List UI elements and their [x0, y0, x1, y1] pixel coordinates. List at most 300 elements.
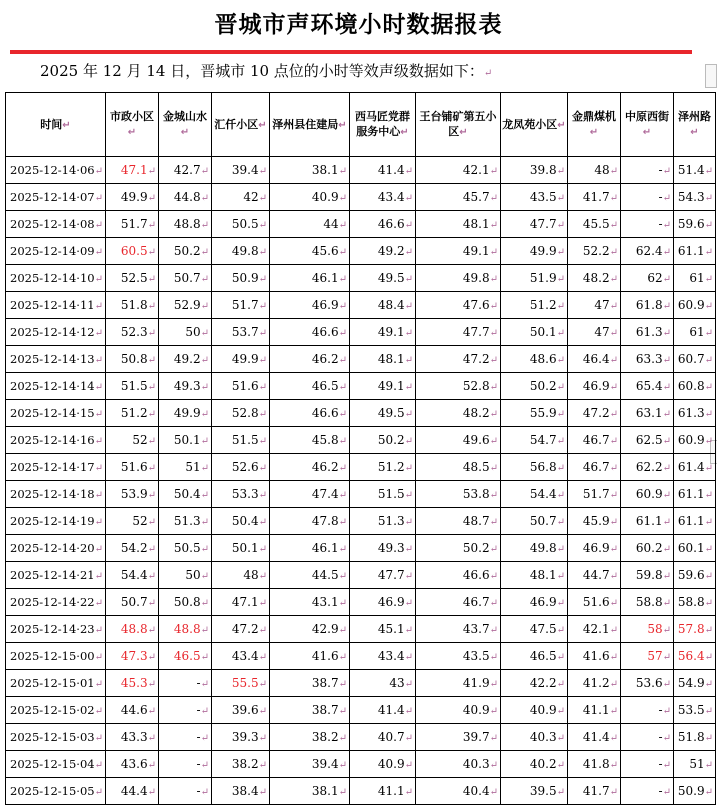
value-cell: 47.4↵: [269, 481, 349, 508]
paragraph-mark-icon: ↵: [258, 328, 267, 339]
value-cell: 41.4↵: [349, 157, 415, 184]
value-cell: 42↵: [211, 184, 269, 211]
value-cell: 49.3↵: [158, 373, 211, 400]
paragraph-mark-icon: ↵: [483, 68, 493, 79]
value-cell: 52.8↵: [415, 373, 500, 400]
value-cell: 46.9↵: [500, 589, 567, 616]
paragraph-mark-icon: ↵: [200, 274, 209, 285]
value-cell: 49.1↵: [415, 238, 500, 265]
value-cell: 45.7↵: [415, 184, 500, 211]
value-cell: -↵: [620, 184, 673, 211]
paragraph-mark-icon: ↵: [556, 733, 565, 744]
value-cell: 53.3↵: [211, 481, 269, 508]
value-cell: 45.8↵: [269, 427, 349, 454]
paragraph-mark-icon: ↵: [147, 355, 156, 366]
paragraph-mark-icon: ↵: [338, 220, 347, 231]
paragraph-mark-icon: ↵: [489, 220, 498, 231]
value-cell: 43.5↵: [415, 643, 500, 670]
value-cell: 49.3↵: [349, 535, 415, 562]
paragraph-mark-icon: ↵: [338, 328, 347, 339]
value-cell: 48.1↵: [500, 562, 567, 589]
time-cell: 2025-12-14·11↵: [6, 292, 106, 319]
value-cell: 61↵: [673, 319, 715, 346]
paragraph-mark-icon: ↵: [200, 571, 209, 582]
value-cell: 51.2↵: [500, 292, 567, 319]
paragraph-mark-icon: ↵: [459, 127, 468, 138]
value-cell: 52.3↵: [105, 319, 158, 346]
time-cell: 2025-12-14·20↵: [6, 535, 106, 562]
value-cell: 51.2↵: [105, 400, 158, 427]
column-header: 金城山水↵: [158, 93, 211, 157]
paragraph-mark-icon: ↵: [258, 733, 267, 744]
paragraph-mark-icon: ↵: [609, 571, 618, 582]
paragraph-mark-icon: ↵: [704, 166, 713, 177]
value-cell: 50.7↵: [105, 589, 158, 616]
value-cell: 49.8↵: [211, 238, 269, 265]
value-cell: 48.1↵: [349, 346, 415, 373]
value-cell: 45.5↵: [567, 211, 620, 238]
value-cell: 50.9↵: [673, 778, 715, 805]
paragraph-mark-icon: ↵: [338, 571, 347, 582]
paragraph-mark-icon: ↵: [489, 679, 498, 690]
value-cell: 44.8↵: [158, 184, 211, 211]
paragraph-mark-icon: ↵: [704, 382, 713, 393]
paragraph-mark-icon: ↵: [94, 355, 103, 366]
time-cell: 2025-12-14·18↵: [6, 481, 106, 508]
paragraph-mark-icon: ↵: [662, 463, 671, 474]
paragraph-mark-icon: ↵: [609, 463, 618, 474]
paragraph-mark-icon: ↵: [338, 382, 347, 393]
value-cell: 52.2↵: [567, 238, 620, 265]
paragraph-mark-icon: ↵: [147, 706, 156, 717]
value-cell: 44.4↵: [105, 778, 158, 805]
value-cell: 49.5↵: [349, 400, 415, 427]
value-cell: 47.2↵: [567, 400, 620, 427]
paragraph-mark-icon: ↵: [404, 706, 413, 717]
value-cell: 38.1↵: [269, 157, 349, 184]
paragraph-mark-icon: ↵: [338, 409, 347, 420]
value-cell: 41.4↵: [567, 724, 620, 751]
value-cell: 63.1↵: [620, 400, 673, 427]
value-cell: 50.2↵: [158, 238, 211, 265]
value-cell: 54.9↵: [673, 670, 715, 697]
value-cell: 40.3↵: [500, 724, 567, 751]
paragraph-mark-icon: ↵: [662, 787, 671, 798]
value-cell: 47.2↵: [211, 616, 269, 643]
value-cell: 61↵: [673, 265, 715, 292]
paragraph-mark-icon: ↵: [338, 706, 347, 717]
table-header-row: [6, 93, 716, 157]
value-cell: 50.1↵: [158, 427, 211, 454]
value-cell: -↵: [158, 751, 211, 778]
paragraph-mark-icon: ↵: [200, 247, 209, 258]
value-cell: 51.3↵: [158, 508, 211, 535]
value-cell: 46.1↵: [269, 265, 349, 292]
paragraph-mark-icon: ↵: [147, 220, 156, 231]
paragraph-mark-icon: ↵: [662, 679, 671, 690]
paragraph-mark-icon: ↵: [404, 166, 413, 177]
table-row: [6, 697, 716, 724]
value-cell: 46.5↵: [269, 373, 349, 400]
table-row: [6, 589, 716, 616]
value-cell: 61.4↵: [673, 454, 715, 481]
paragraph-mark-icon: ↵: [704, 436, 713, 447]
column-header: 金鼎煤机↵: [567, 93, 620, 157]
table-row: [6, 670, 716, 697]
paragraph-mark-icon: ↵: [338, 598, 347, 609]
paragraph-mark-icon: ↵: [704, 220, 713, 231]
paragraph-mark-icon: ↵: [338, 436, 347, 447]
paragraph-mark-icon: ↵: [147, 625, 156, 636]
paragraph-mark-icon: ↵: [609, 598, 618, 609]
paragraph-mark-icon: ↵: [489, 382, 498, 393]
value-cell: 60.5↵: [105, 238, 158, 265]
paragraph-mark-icon: ↵: [489, 733, 498, 744]
paragraph-mark-icon: ↵: [609, 733, 618, 744]
value-cell: 50.2↵: [349, 427, 415, 454]
paragraph-mark-icon: ↵: [704, 760, 713, 771]
paragraph-mark-icon: ↵: [489, 760, 498, 771]
column-header: 中原西街↵: [620, 93, 673, 157]
paragraph-mark-icon: ↵: [489, 625, 498, 636]
column-header: 王台铺矿第五小区↵: [415, 93, 500, 157]
noise-data-table: [5, 92, 716, 805]
paragraph-mark-icon: ↵: [404, 328, 413, 339]
column-header: 时间↵: [6, 93, 106, 157]
paragraph-mark-icon: ↵: [704, 409, 713, 420]
paragraph-mark-icon: ↵: [704, 355, 713, 366]
paragraph-mark-icon: ↵: [489, 193, 498, 204]
value-cell: 51.2↵: [349, 454, 415, 481]
paragraph-mark-icon: ↵: [704, 571, 713, 582]
paragraph-mark-icon: ↵: [489, 544, 498, 555]
value-cell: 48↵: [211, 562, 269, 589]
paragraph-mark-icon: ↵: [200, 760, 209, 771]
paragraph-mark-icon: ↵: [338, 355, 347, 366]
paragraph-mark-icon: ↵: [404, 274, 413, 285]
value-cell: 48.4↵: [349, 292, 415, 319]
value-cell: 40.9↵: [500, 697, 567, 724]
value-cell: 48↵: [567, 157, 620, 184]
paragraph-mark-icon: ↵: [556, 571, 565, 582]
paragraph-mark-icon: ↵: [609, 382, 618, 393]
paragraph-mark-icon: ↵: [94, 733, 103, 744]
value-cell: 43.3↵: [105, 724, 158, 751]
paragraph-mark-icon: ↵: [704, 274, 713, 285]
paragraph-mark-icon: ↵: [338, 517, 347, 528]
paragraph-mark-icon: ↵: [200, 598, 209, 609]
table-row: [6, 211, 716, 238]
page-title: 晋城市声环境小时数据报表: [214, 12, 503, 38]
value-cell: 50.5↵: [158, 535, 211, 562]
paragraph-mark-icon: ↵: [556, 301, 565, 312]
paragraph-mark-icon: ↵: [404, 355, 413, 366]
paragraph-mark-icon: ↵: [404, 409, 413, 420]
paragraph-mark-icon: ↵: [556, 490, 565, 501]
value-cell: 47↵: [567, 319, 620, 346]
paragraph-mark-icon: ↵: [704, 193, 713, 204]
time-cell: 2025-12-14·13↵: [6, 346, 106, 373]
value-cell: -↵: [620, 211, 673, 238]
value-cell: 46.9↵: [567, 535, 620, 562]
paragraph-mark-icon: ↵: [662, 517, 671, 528]
value-cell: 54.3↵: [673, 184, 715, 211]
paragraph-mark-icon: ↵: [200, 220, 209, 231]
paragraph-mark-icon: ↵: [556, 760, 565, 771]
value-cell: 50.4↵: [158, 481, 211, 508]
value-cell: 46.5↵: [158, 643, 211, 670]
paragraph-mark-icon: ↵: [258, 625, 267, 636]
value-cell: 46.6↵: [269, 319, 349, 346]
value-cell: 38.2↵: [211, 751, 269, 778]
paragraph-mark-icon: ↵: [62, 119, 71, 131]
value-cell: 46.7↵: [567, 427, 620, 454]
value-cell: 46.2↵: [269, 346, 349, 373]
value-cell: 55.9↵: [500, 400, 567, 427]
paragraph-mark-icon: ↵: [662, 706, 671, 717]
value-cell: 46.9↵: [269, 292, 349, 319]
paragraph-mark-icon: ↵: [147, 166, 156, 177]
value-cell: 48.2↵: [415, 400, 500, 427]
paragraph-mark-icon: ↵: [200, 193, 209, 204]
paragraph-mark-icon: ↵: [404, 760, 413, 771]
table-row: [6, 346, 716, 373]
paragraph-mark-icon: ↵: [556, 328, 565, 339]
paragraph-mark-icon: ↵: [704, 733, 713, 744]
value-cell: 50.7↵: [500, 508, 567, 535]
time-cell: 2025-12-14·17↵: [6, 454, 106, 481]
paragraph-mark-icon: ↵: [147, 787, 156, 798]
value-cell: 43.4↵: [349, 643, 415, 670]
paragraph-mark-icon: ↵: [147, 382, 156, 393]
paragraph-mark-icon: ↵: [662, 166, 671, 177]
value-cell: 43.1↵: [269, 589, 349, 616]
paragraph-mark-icon: ↵: [147, 301, 156, 312]
paragraph-mark-icon: ↵: [94, 571, 103, 582]
paragraph-mark-icon: ↵: [489, 328, 498, 339]
paragraph-mark-icon: ↵: [338, 119, 347, 131]
value-cell: 61.1↵: [673, 481, 715, 508]
paragraph-mark-icon: ↵: [662, 733, 671, 744]
value-cell: 41.1↵: [567, 697, 620, 724]
value-cell: -↵: [158, 697, 211, 724]
value-cell: 47.7↵: [349, 562, 415, 589]
paragraph-mark-icon: ↵: [662, 301, 671, 312]
time-cell: 2025-12-14·23↵: [6, 616, 106, 643]
value-cell: 41.1↵: [349, 778, 415, 805]
value-cell: 47.8↵: [269, 508, 349, 535]
value-cell: 44.6↵: [105, 697, 158, 724]
paragraph-mark-icon: ↵: [180, 127, 190, 138]
value-cell: 52.9↵: [158, 292, 211, 319]
paragraph-mark-icon: ↵: [200, 706, 209, 717]
value-cell: 46.6↵: [269, 400, 349, 427]
paragraph-mark-icon: ↵: [147, 571, 156, 582]
paragraph-mark-icon: ↵: [147, 490, 156, 501]
paragraph-mark-icon: ↵: [338, 625, 347, 636]
paragraph-mark-icon: ↵: [662, 274, 671, 285]
paragraph-mark-icon: ↵: [662, 490, 671, 501]
paragraph-mark-icon: ↵: [94, 328, 103, 339]
paragraph-mark-icon: ↵: [489, 436, 498, 447]
paragraph-mark-icon: ↵: [200, 733, 209, 744]
paragraph-mark-icon: ↵: [704, 301, 713, 312]
paragraph-mark-icon: ↵: [258, 760, 267, 771]
paragraph-mark-icon: ↵: [258, 706, 267, 717]
paragraph-mark-icon: ↵: [662, 625, 671, 636]
value-cell: 56.8↵: [500, 454, 567, 481]
value-cell: 47.5↵: [500, 616, 567, 643]
paragraph-mark-icon: ↵: [704, 463, 713, 474]
paragraph-mark-icon: ↵: [704, 679, 713, 690]
paragraph-mark-icon: ↵: [258, 787, 267, 798]
value-cell: 48.5↵: [415, 454, 500, 481]
title-divider: [10, 50, 692, 54]
table-row: [6, 508, 716, 535]
paragraph-mark-icon: ↵: [338, 733, 347, 744]
value-cell: 43.6↵: [105, 751, 158, 778]
value-cell: 58.8↵: [620, 589, 673, 616]
paragraph-mark-icon: ↵: [662, 760, 671, 771]
time-cell: 2025-12-15·05↵: [6, 778, 106, 805]
paragraph-mark-icon: ↵: [556, 625, 565, 636]
value-cell: 53.6↵: [620, 670, 673, 697]
value-cell: 51.9↵: [500, 265, 567, 292]
paragraph-mark-icon: ↵: [94, 517, 103, 528]
paragraph-mark-icon: ↵: [662, 436, 671, 447]
value-cell: 58.8↵: [673, 589, 715, 616]
value-cell: 48.8↵: [158, 616, 211, 643]
value-cell: 40.9↵: [349, 751, 415, 778]
paragraph-mark-icon: ↵: [338, 652, 347, 663]
paragraph-mark-icon: ↵: [556, 220, 565, 231]
paragraph-mark-icon: ↵: [489, 409, 498, 420]
value-cell: 41.2↵: [567, 670, 620, 697]
time-cell: 2025-12-14·06↵: [6, 157, 106, 184]
value-cell: 60.9↵: [673, 427, 715, 454]
value-cell: 52↵: [105, 508, 158, 535]
column-header: 泽州县住建局↵: [269, 93, 349, 157]
time-cell: 2025-12-14·08↵: [6, 211, 106, 238]
time-cell: 2025-12-14·07↵: [6, 184, 106, 211]
value-cell: 50.5↵: [211, 211, 269, 238]
value-cell: 40.3↵: [415, 751, 500, 778]
value-cell: 46.5↵: [500, 643, 567, 670]
value-cell: 38.7↵: [269, 697, 349, 724]
paragraph-mark-icon: ↵: [147, 193, 156, 204]
paragraph-mark-icon: ↵: [94, 247, 103, 258]
value-cell: 60.9↵: [620, 481, 673, 508]
paragraph-mark-icon: ↵: [258, 436, 267, 447]
paragraph-mark-icon: ↵: [404, 571, 413, 582]
paragraph-mark-icon: ↵: [338, 490, 347, 501]
paragraph-mark-icon: ↵: [338, 463, 347, 474]
paragraph-mark-icon: ↵: [589, 127, 599, 138]
table-row: [6, 724, 716, 751]
value-cell: 47↵: [567, 292, 620, 319]
paragraph-mark-icon: ↵: [556, 679, 565, 690]
value-cell: 42.1↵: [567, 616, 620, 643]
value-cell: 57.8↵: [673, 616, 715, 643]
value-cell: 47.2↵: [415, 346, 500, 373]
table-row: [6, 562, 716, 589]
value-cell: 41.9↵: [415, 670, 500, 697]
value-cell: 52.6↵: [211, 454, 269, 481]
value-cell: 41.8↵: [567, 751, 620, 778]
value-cell: -↵: [620, 724, 673, 751]
paragraph-mark-icon: ↵: [704, 598, 713, 609]
table-row: [6, 454, 716, 481]
paragraph-mark-icon: ↵: [556, 166, 565, 177]
paragraph-mark-icon: ↵: [258, 355, 267, 366]
value-cell: 39.5↵: [500, 778, 567, 805]
value-cell: 38.1↵: [269, 778, 349, 805]
value-cell: 39.4↵: [211, 157, 269, 184]
paragraph-mark-icon: ↵: [704, 517, 713, 528]
paragraph-mark-icon: ↵: [662, 193, 671, 204]
paragraph-mark-icon: ↵: [609, 706, 618, 717]
paragraph-mark-icon: ↵: [94, 463, 103, 474]
paragraph-mark-icon: ↵: [404, 247, 413, 258]
value-cell: 50↵: [158, 319, 211, 346]
value-cell: 46.7↵: [415, 589, 500, 616]
paragraph-mark-icon: ↵: [147, 517, 156, 528]
paragraph-mark-icon: ↵: [556, 247, 565, 258]
value-cell: 45.9↵: [567, 508, 620, 535]
paragraph-mark-icon: ↵: [338, 247, 347, 258]
paragraph-mark-icon: ↵: [662, 220, 671, 231]
paragraph-mark-icon: ↵: [94, 625, 103, 636]
paragraph-mark-icon: ↵: [338, 274, 347, 285]
value-cell: 42.1↵: [415, 157, 500, 184]
paragraph-mark-icon: ↵: [258, 409, 267, 420]
paragraph-mark-icon: ↵: [609, 436, 618, 447]
value-cell: 59.6↵: [673, 562, 715, 589]
column-header: 西马匠党群服务中心↵: [349, 93, 415, 157]
paragraph-mark-icon: ↵: [489, 571, 498, 582]
value-cell: 48.8↵: [158, 211, 211, 238]
value-cell: 51.5↵: [211, 427, 269, 454]
value-cell: 48.2↵: [567, 265, 620, 292]
paragraph-mark-icon: ↵: [94, 760, 103, 771]
value-cell: 46.1↵: [269, 535, 349, 562]
paragraph-mark-icon: ↵: [662, 652, 671, 663]
value-cell: 49.9↵: [211, 346, 269, 373]
value-cell: 60.8↵: [673, 373, 715, 400]
paragraph-mark-icon: ↵: [94, 274, 103, 285]
value-cell: 53.9↵: [105, 481, 158, 508]
paragraph-mark-icon: ↵: [556, 598, 565, 609]
table-row: [6, 535, 716, 562]
paragraph-mark-icon: ↵: [200, 301, 209, 312]
table-body: [6, 157, 716, 805]
value-cell: 51.6↵: [567, 589, 620, 616]
paragraph-mark-icon: ↵: [556, 274, 565, 285]
value-cell: 49.9↵: [105, 184, 158, 211]
paragraph-mark-icon: ↵: [556, 517, 565, 528]
paragraph-mark-icon: ↵: [489, 517, 498, 528]
paragraph-mark-icon: ↵: [609, 301, 618, 312]
value-cell: 38.2↵: [269, 724, 349, 751]
paragraph-mark-icon: ↵: [609, 625, 618, 636]
value-cell: 49.2↵: [349, 238, 415, 265]
paragraph-mark-icon: ↵: [258, 247, 267, 258]
value-cell: 48.8↵: [105, 616, 158, 643]
value-cell: 51↵: [158, 454, 211, 481]
paragraph-mark-icon: ↵: [147, 652, 156, 663]
value-cell: 41.7↵: [567, 184, 620, 211]
paragraph-mark-icon: ↵: [200, 328, 209, 339]
